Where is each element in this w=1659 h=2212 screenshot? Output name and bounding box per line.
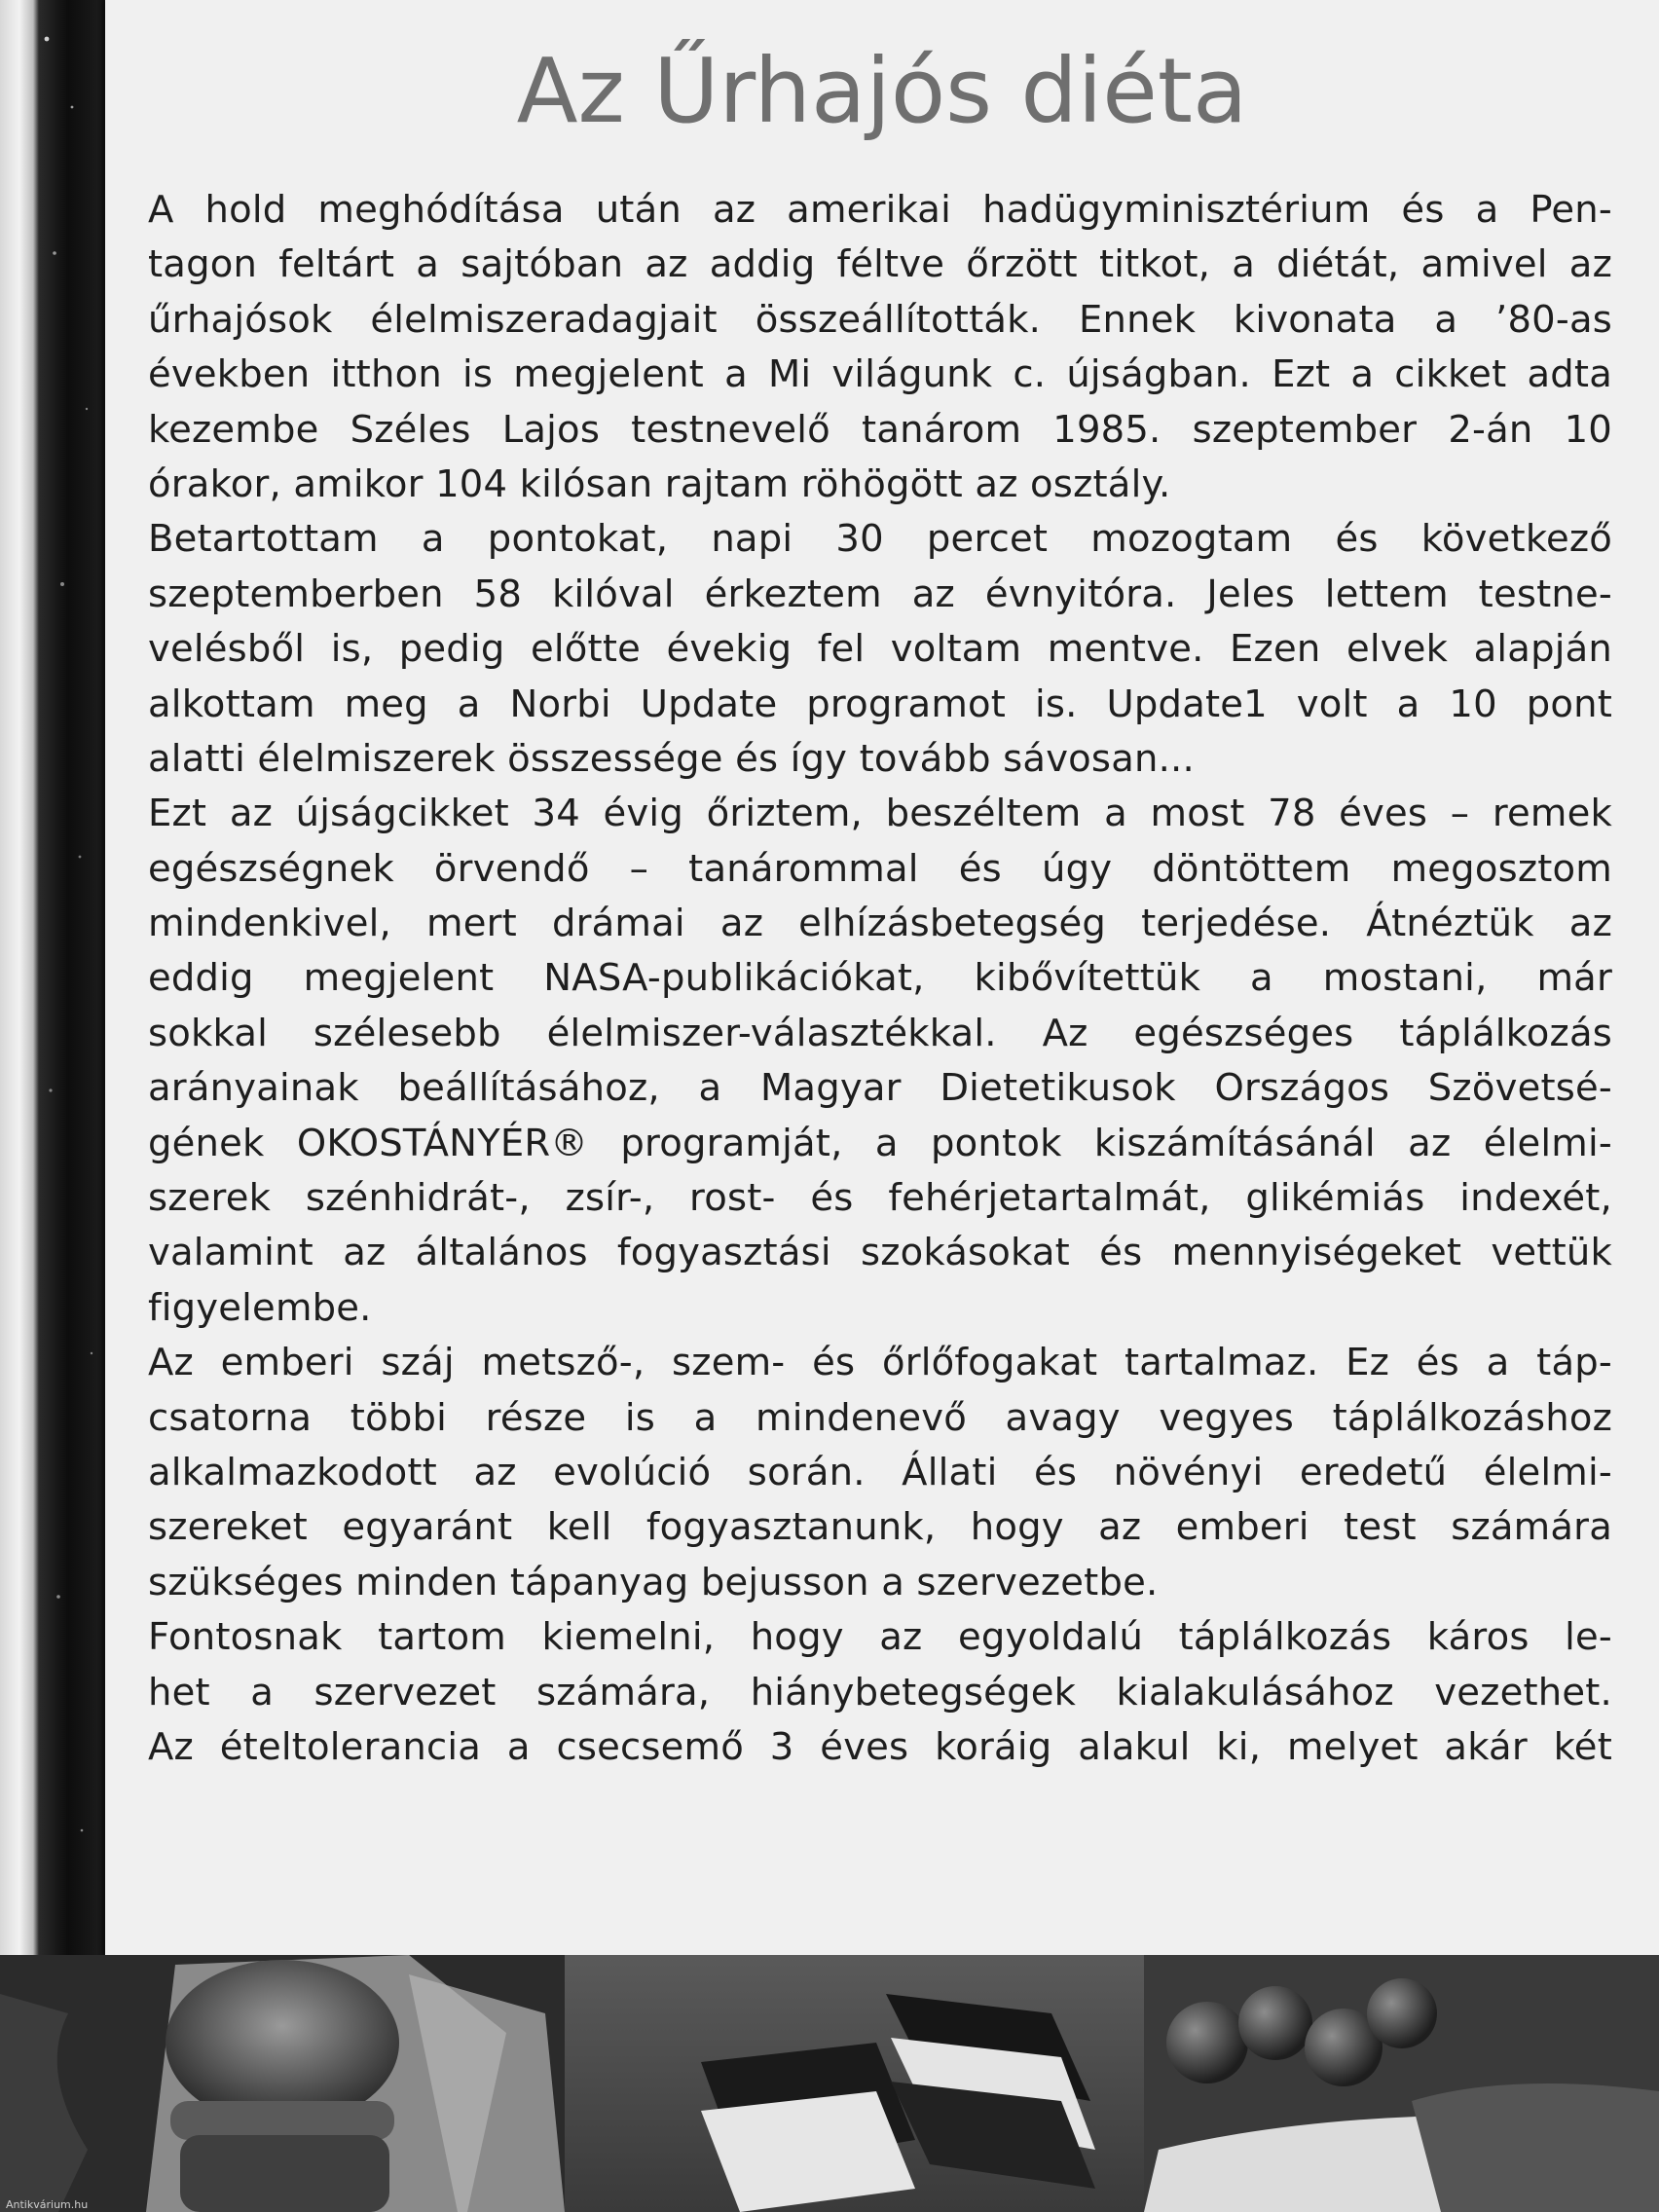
- watermark: Antikvárium.hu: [6, 2198, 89, 2211]
- text-line: kezembe Széles Lajos testnevelő tanárom 1985. szeptember 2-án 10: [148, 407, 1612, 452]
- starfield-border: [33, 0, 107, 1957]
- text-line: Ezt az újságcikket 34 évig őriztem, beszéltem a most 78 éves – remek: [148, 792, 1612, 836]
- text-line: űrhajósok élelmiszeradagjait összeállították. Ennek kivonata a ’80-as: [148, 297, 1612, 342]
- text-line: velésből is, pedig előtte évekig fel voltam mentve. Ezen elvek alapján: [148, 627, 1612, 672]
- text-line: órakor, amikor 104 kilósan rajtam röhögött az osztály.: [148, 461, 1171, 506]
- text-line: het a szervezet számára, hiánybetegségek kialakulásához vezethet.: [148, 1670, 1612, 1714]
- text-line: figyelembe.: [148, 1285, 372, 1330]
- page-title: Az Űrhajós diéta: [516, 39, 1248, 143]
- text-line: egészségnek örvendő – tanárommal és úgy döntöttem megosztom: [148, 846, 1612, 891]
- text-line: csatorna többi része is a mindenevő avagy vegyes táplálkozáshoz: [148, 1395, 1612, 1440]
- cherry-tomatoes-salad-photo: [1144, 1955, 1659, 2212]
- text-line: gének OKOSTÁNYÉR® programját, a pontok kiszámításánál az élelmi-: [148, 1121, 1612, 1165]
- text-line: eddig megjelent NASA-publikációkat, kibővítettük a mostani, már: [148, 956, 1612, 1001]
- text-line: szeptemberben 58 kilóval érkeztem az évnyitóra. Jeles lettem testne-: [148, 571, 1612, 616]
- article-body: [148, 183, 1612, 1775]
- text-line: Az ételtolerancia a csecsemő 3 éves koráig alakul ki, melyet akár két: [148, 1724, 1612, 1769]
- text-line: A hold meghódítása után az amerikai hadügyminisztérium és a Pen-: [148, 188, 1612, 232]
- food-photo-strip: [0, 1955, 1659, 2212]
- text-line: tagon feltárt a sajtóban az addig féltve őrzött titkot, a diétát, amivel az: [148, 242, 1612, 287]
- text-line: alkalmazkodott az evolúció során. Állati és növényi eredetű élelmi-: [148, 1450, 1612, 1494]
- chocolate-cake-slices-photo: [565, 1955, 1144, 2212]
- text-line: sokkal szélesebb élelmiszer-választékkal. Az egészséges táplálkozás: [148, 1011, 1612, 1055]
- text-line: szereket egyaránt kell fogyasztanunk, hogy az emberi test számára: [148, 1505, 1612, 1550]
- text-line: Az emberi száj metsző-, szem- és őrlőfogakat tartalmaz. Ez és a táp-: [148, 1341, 1612, 1385]
- text-line: arányainak beállításához, a Magyar Dietetikusok Országos Szövetsé-: [148, 1066, 1612, 1111]
- text-line: szerek szénhidrát-, zsír-, rost- és fehérjetartalmát, glikémiás indexét,: [148, 1176, 1612, 1221]
- text-line: mindenkivel, mert drámai az elhízásbetegség terjedése. Átnéztük az: [148, 902, 1612, 946]
- text-panel: [105, 0, 1659, 1955]
- burger-photo: [0, 1955, 565, 2212]
- text-line: alkottam meg a Norbi Update programot is. Update1 volt a 10 pont: [148, 682, 1612, 726]
- text-line: Fontosnak tartom kiemelni, hogy az egyoldalú táplálkozás káros le-: [148, 1615, 1612, 1660]
- text-line: alatti élelmiszerek összessége és így tovább sávosan...: [148, 736, 1195, 781]
- text-line: szükséges minden tápanyag bejusson a szervezetbe.: [148, 1560, 1159, 1604]
- text-line: Betartottam a pontokat, napi 30 percet mozogtam és következő: [148, 517, 1612, 562]
- text-line: években itthon is megjelent a Mi világunk c. újságban. Ezt a cikket adta: [148, 352, 1612, 397]
- text-line: valamint az általános fogyasztási szokásokat és mennyiségeket vettük: [148, 1231, 1612, 1275]
